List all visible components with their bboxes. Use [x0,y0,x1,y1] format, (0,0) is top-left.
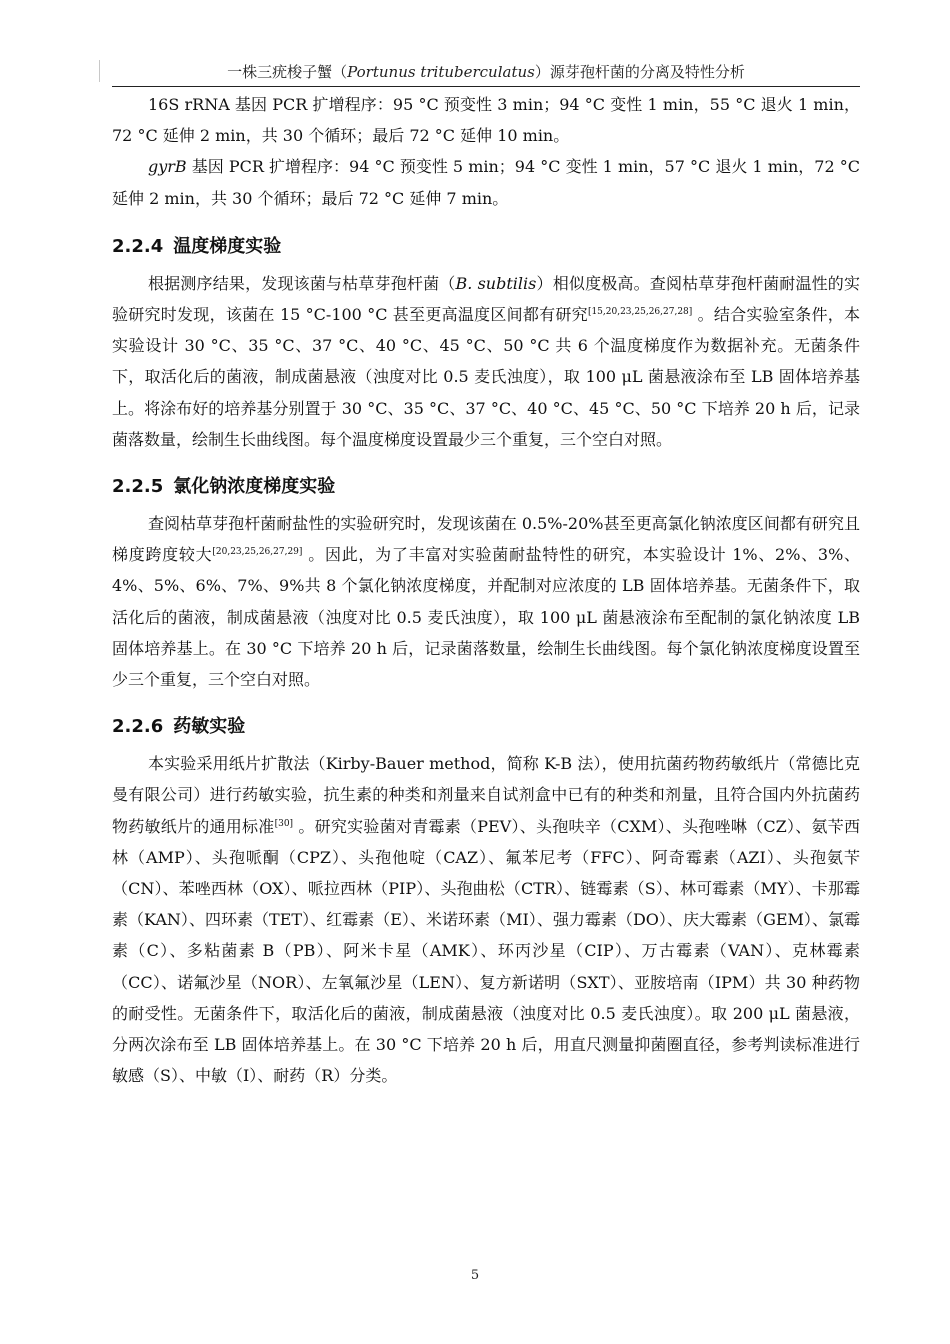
paragraph-text: 。因此，为了丰富对实验菌耐盐特性的研究，本实验设计 1%、2%、3%、4%、5%、6%、7%、9%共 8 个氯化钠浓度梯度，并配制对应浓度的 LB 固体培养基。无菌条件下，取活化后的菌液，制成菌悬液（浊度对比 0.5 麦氏浊度），取 100 μL 菌悬液涂布至配制的氯化钠浓度 LB 固体培养基上。在 30 °C 下培养 20 h 后，记录菌落数量，绘制生长曲线图。每个氯化钠浓度梯度设置至少三个重复，三个空白对照。 [112,545,860,690]
citation-ref: [30] [274,818,294,829]
citation-ref: [15,20,23,25,26,27,28] [587,307,693,318]
section-title: 温度梯度实验 [173,235,282,257]
gyrb-gene-name: gyrB [148,157,187,177]
species-name: B. subtilis [455,273,537,293]
section-heading-2-2-6 [112,712,860,738]
paragraph-text: 查阅枯草芽孢杆菌耐盐性的实验研究时，发现该菌在 0.5%-20%甚至更高氯化钠浓度区间都有研究且梯度跨度较大 [112,514,860,565]
paragraph-text: 根据测序结果，发现该菌与枯草芽孢杆菌（ [148,273,456,293]
header-title-suffix: ）源芽孢杆菌的分离及特性分析 [534,63,745,81]
section-number: 2.2.6 [112,716,164,738]
section-title: 药敏实验 [173,716,246,738]
section-2-2-5-paragraph [112,508,860,695]
protocol-gyrb-paragraph [112,151,860,213]
page-number: 5 [470,1268,480,1283]
section-number: 2.2.5 [112,476,164,498]
protocol-16s-paragraph: 16S rRNA 基因 PCR 扩增程序：95 °C 预变性 3 min；94 °C 变性 1 min，55 °C 退火 1 min，72 °C 延伸 2 min，共 30 个循环；最后 72 °C 延伸 10 min。 [112,95,860,146]
paragraph-text: ）相似度极高。查阅枯草芽孢杆菌耐温性的实验研究时发现，该菌在 15 °C-100 °C 甚至更高温度区间都有研究 [112,273,860,325]
header-title-prefix: 一株三疣梭子蟹（ [227,63,348,81]
paragraph-text: 。结合实验室条件，本实验设计 30 °C、35 °C、37 °C、40 °C、45 °C、50 °C 共 6 个温度梯度作为数据补充。无菌条件下，取活化后的菌液，制成菌悬液（浊度对比 0.5 麦氏浊度），取 100 μL 菌悬液涂布至 LB 固体培养基上。将涂布好的培养基分别置于 30 °C、35 °C、37 °C、40 °C、45 °C、50 °C 下培养 20 h 后，记录菌落数量，绘制生长曲线图。每个温度梯度设置最少三个重复，三个空白对照。 [112,305,860,449]
paragraph-text: 本实验采用纸片扩散法（Kirby-Bauer method，简称 K-B 法），使用抗菌药物药敏纸片（常德比克曼有限公司）进行药敏实验，抗生素的种类和剂量来自试剂盒中已有的种类和剂量，且符合国内外抗菌药物药敏纸片的通用标准 [112,754,860,836]
section-heading-2-2-5 [112,472,860,498]
section-2-2-6-paragraph [112,748,860,1091]
section-heading-2-2-4 [112,232,860,258]
section-2-2-4-paragraph [112,268,860,455]
header-title-italic: Portunus trituberculatus [347,63,535,81]
running-header [112,60,860,84]
crop-mark [99,60,100,82]
gyrb-text: 基因 PCR 扩增程序：94 °C 预变性 5 min；94 °C 变性 1 min，57 °C 退火 1 min，72 °C 延伸 2 min，共 30 个循环；最后 72 °C 延伸 7 min。 [112,157,860,208]
section-number: 2.2.4 [112,235,164,257]
paragraph-text: 。研究实验菌对青霉素（PEV）、头孢呋辛（CXM）、头孢唑啉（CZ）、氨苄西林（AMP）、头孢哌酮（CPZ）、头孢他啶（CAZ）、氟苯尼考（FFC）、阿奇霉素（AZI）、头孢氨苄（CN）、苯唑西林（OX）、哌拉西林（PIP）、头孢曲松（CTR）、链霉素（S）、林可霉素（MY）、卡那霉素（KAN）、四环素（TET）、红霉素（E）、米诺环素（MI）、强力霉素（DO）、庆大霉素（GEM）、氯霉素（C）、多粘菌素 B（PB）、阿米卡星（AMK）、环丙沙星（CIP）、万古霉素（VAN）、克林霉素（CC）、诺氟沙星（NOR）、左氧氟沙星（LEN）、复方新诺明（SXT）、亚胺培南（IPM）共 30 种药物的耐受性。无菌条件下，取活化后的菌液，制成菌悬液（浊度对比 0.5 麦氏浊度）。取 200 μL 菌悬液，分两次涂布至 LB 固体培养基上。在 30 °C 下培养 20 h 后，用直尺测量抑菌圈直径，参考判读标准进行敏感（S）、中敏（I）、耐药（R）分类。 [112,816,860,1086]
section-title: 氯化钠浓度梯度实验 [173,476,336,498]
citation-ref: [20,23,25,26,27,29] [212,547,303,558]
body-text [112,89,860,1091]
header-rule [112,86,860,87]
